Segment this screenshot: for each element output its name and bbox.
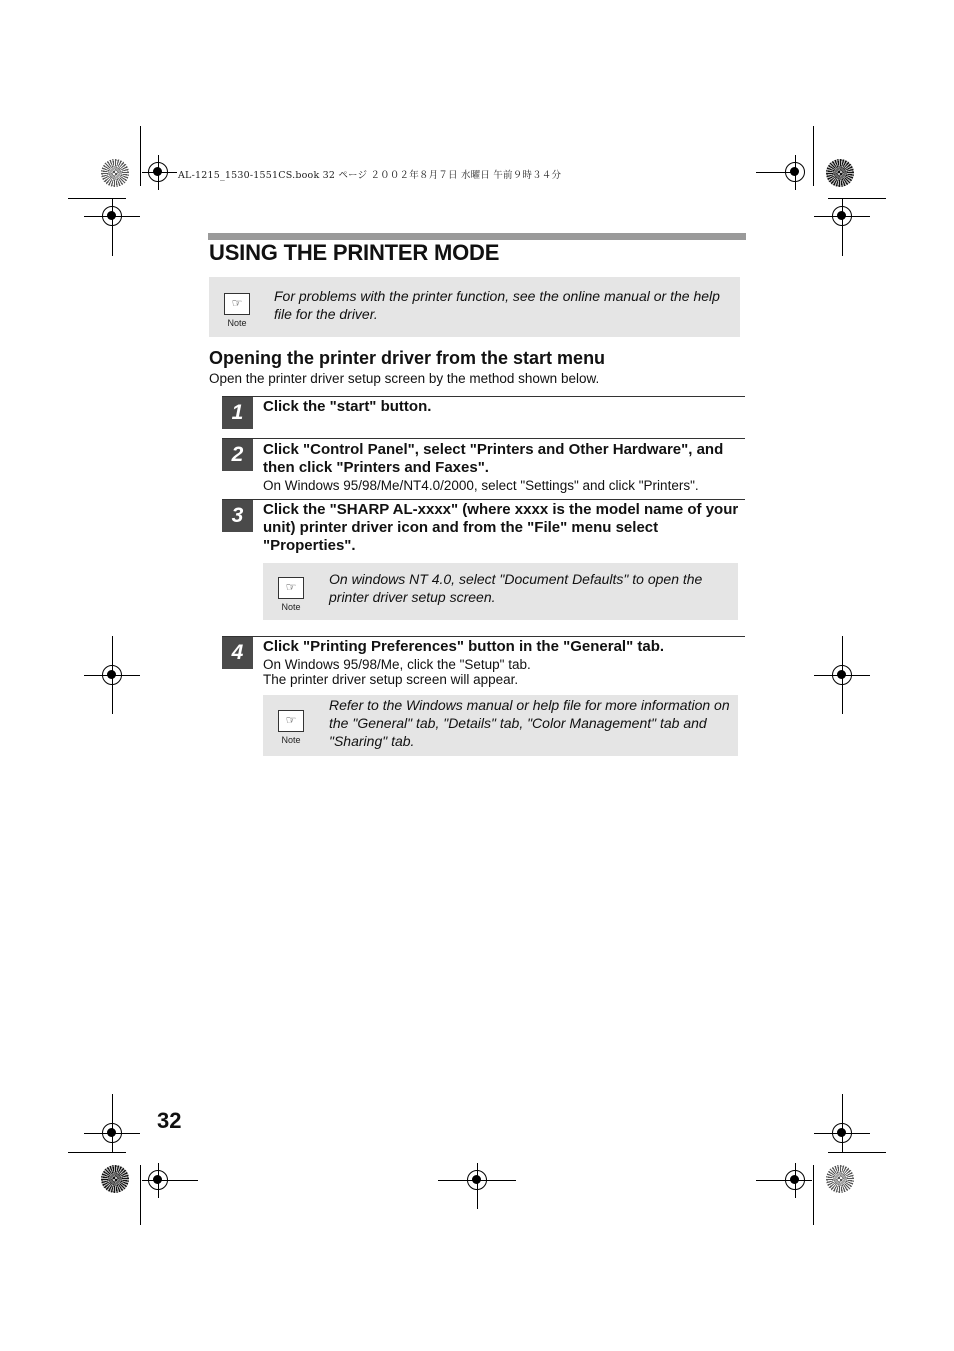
note-text: Refer to the Windows manual or help file for more information on the "General" tab, "Details" tab, "Color Management" tab and "Sharing" tab. [329, 697, 730, 749]
step-number: 3 [222, 500, 253, 532]
note-icon-wrap [220, 293, 254, 328]
step-number: 1 [222, 397, 253, 429]
section-title: Opening the printer driver from the start menu [209, 348, 606, 368]
note-label: Note [281, 602, 301, 612]
note-text: On windows NT 4.0, select "Document Defaults" to open the printer driver setup screen. [329, 571, 703, 605]
pointing-hand-icon: ☞ [278, 710, 304, 732]
step-divider [222, 499, 745, 500]
step-title: Click "Control Panel", select "Printers and Other Hardware", and then click "Printers and Faxes". [263, 441, 724, 476]
step-detail: The printer driver setup screen will appear. [263, 672, 519, 687]
step-title: Click the "start" button. [263, 398, 432, 415]
page-number: 32 [157, 1108, 182, 1133]
note-icon-wrap [274, 577, 308, 612]
page-title: USING THE PRINTER MODE [209, 240, 500, 265]
note-label: Note [281, 735, 301, 745]
step-divider [222, 438, 745, 439]
step-4-note-box [263, 695, 738, 756]
pointing-hand-icon: ☞ [278, 577, 304, 599]
section-intro: Open the printer driver setup screen by the method shown below. [209, 371, 600, 386]
note-text: For problems with the printer function, see the online manual or the help file for the driver. [274, 288, 720, 322]
note-label: Note [227, 318, 247, 328]
step-divider [222, 396, 745, 397]
title-rule [208, 233, 746, 240]
top-note-box [209, 277, 740, 337]
book-header-meta: AL-1215_1530-1551CS.book 32 ページ ２００２年８月７日 水曜日 午前９時３４分 [178, 170, 562, 181]
pointing-hand-icon: ☞ [224, 293, 250, 315]
step-detail: On Windows 95/98/Me/NT4.0/2000, select "Settings" and click "Printers". [263, 478, 699, 493]
step-number: 2 [222, 439, 253, 471]
step-title: Click "Printing Preferences" button in the "General" tab. [263, 638, 665, 655]
step-3-note-box [263, 563, 738, 620]
step-number: 4 [222, 637, 253, 669]
step-detail: On Windows 95/98/Me, click the "Setup" tab. [263, 657, 531, 672]
note-icon-wrap [274, 710, 308, 745]
step-title: Click the "SHARP AL-xxxx" (where xxxx is the model name of your unit) printer driver icon and from the "File" menu select "Properties". [263, 501, 739, 554]
step-divider [222, 636, 745, 637]
